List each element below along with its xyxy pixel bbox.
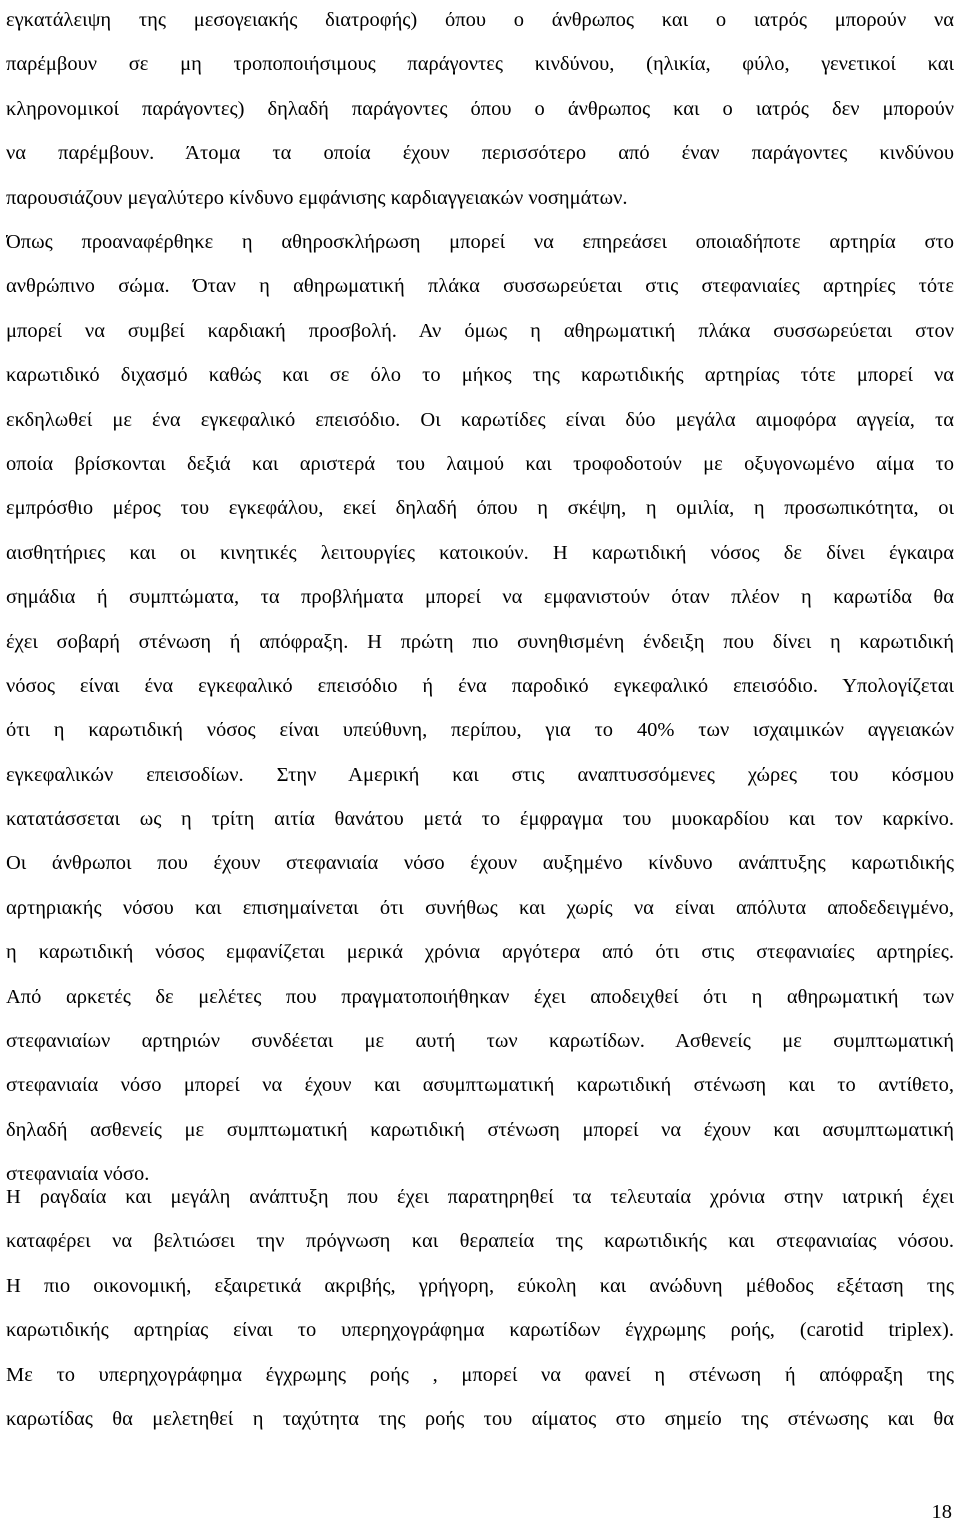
text-line: Η πιο οικονομική, εξαιρετικά ακριβής, γρήγορη, εύκολη και ανώδυνη μέθοδος εξέταση της	[6, 1274, 954, 1297]
text-line: νόσος είναι ένα εγκεφαλικό επεισόδιο ή ένα παροδικό εγκεφαλικό επεισόδιο. Υπολογίζεται	[6, 674, 954, 697]
text-line: οποία βρίσκονται δεξιά και αριστερά του λαιμού και τροφοδοτούν με οξυγονωμένο αίμα το	[6, 452, 954, 475]
text-line: στεφανιαία νόσο μπορεί να έχουν και ασυμπτωματική καρωτιδική στένωση και το αντίθετο,	[6, 1074, 954, 1097]
text-line: Από αρκετές δε μελέτες που πραγματοποιήθηκαν έχει αποδειχθεί ότι η αθηρωματική των	[6, 985, 954, 1008]
text-line: εγκατάλειψη της μεσογειακής διατροφής) όπου ο άνθρωπος και ο ιατρός μπορούν να	[6, 9, 954, 31]
text-line: έχει σοβαρή στένωση ή απόφραξη. Η πρώτη πιο συνηθισμένη ένδειξη που δίνει η καρωτιδική	[6, 630, 954, 653]
text-line: αρτηριακής νόσου και επισημαίνεται ότι συνήθως και χωρίς να είναι απόλυτα αποδεδειγμένο,	[6, 896, 954, 919]
text-line: καρωτιδικής αρτηρίας είναι το υπερηχογράφημα καρωτίδων έγχρωμης ροής, (carotid triplex).	[6, 1319, 954, 1342]
text-line: η καρωτιδική νόσος εμφανίζεται μερικά χρόνια αργότερα από ότι στις στεφανιαίες αρτηρίες.	[6, 941, 954, 964]
text-line: καρωτίδας θα μελετηθεί η ταχύτητα της ροής του αίματος στο σημείο της στένωσης και θα	[6, 1407, 954, 1430]
page-number: 18	[931, 1501, 952, 1523]
text-line: παρέμβουν σε μη τροποποιήσιμους παράγοντες κινδύνου, (ηλικία, φύλο, γενετικοί και	[6, 53, 954, 76]
text-line: καταφέρει να βελτιώσει την πρόγνωση και θεραπεία της καρωτιδικής και στεφανιαίας νόσου.	[6, 1230, 954, 1253]
text-line: στεφανιαίων αρτηριών συνδέεται με αυτή των καρωτίδων. Ασθενείς με συμπτωματική	[6, 1030, 954, 1053]
text-line: παρουσιάζουν μεγαλύτερο κίνδυνο εμφάνισης καρδιαγγειακών νοσημάτων.	[6, 186, 628, 209]
text-line: εκδηλωθεί με ένα εγκεφαλικό επεισόδιο. Οι καρωτίδες είναι δύο μεγάλα αιμοφόρα αγγεία, τα	[6, 408, 954, 431]
text-line: να παρέμβουν. Άτομα τα οποία έχουν περισσότερο από έναν παράγοντες κινδύνου	[6, 142, 954, 165]
text-line: κατατάσσεται ως η τρίτη αιτία θανάτου μετά το έμφραγμα του μυοκαρδίου και τον καρκίνο.	[6, 808, 954, 831]
text-line: κληρονομικοί παράγοντες) δηλαδή παράγοντες όπου ο άνθρωπος και ο ιατρός δεν μπορούν	[6, 97, 954, 120]
text-line: ανθρώπινο σώμα. Όταν η αθηρωματική πλάκα συσσωρεύεται στις στεφανιαίες αρτηρίες τότε	[6, 275, 954, 298]
text-line: Όπως προαναφέρθηκε η αθηροσκλήρωση μπορεί να επηρεάσει οποιαδήποτε αρτηρία στο	[6, 231, 954, 253]
paragraph	[6, 1175, 954, 1441]
text-line: μπορεί να συμβεί καρδιακή προσβολή. Αν όμως η αθηρωματική πλάκα συσσωρεύεται στον	[6, 319, 954, 342]
text-line: εμπρόσθιο μέρος του εγκεφάλου, εκεί δηλαδή όπου η σκέψη, η ομιλία, η προσωπικότητα, οι	[6, 497, 954, 520]
text-line: ότι η καρωτιδική νόσος είναι υπεύθυνη, περίπου, για το 40% των ισχαιμικών αγγειακών	[6, 719, 954, 742]
text-line: Με το υπερηχογράφημα έγχρωμης ροής , μπορεί να φανεί η στένωση ή απόφραξη της	[6, 1363, 954, 1386]
text-line: σημάδια ή συμπτώματα, τα προβλήματα μπορεί να εμφανιστούν όταν πλέον η καρωτίδα θα	[6, 586, 954, 609]
text-line: καρωτιδικό διχασμό καθώς και σε όλο το μήκος της καρωτιδικής αρτηρίας τότε μπορεί να	[6, 364, 954, 387]
text-line: δηλαδή ασθενείς με συμπτωματική καρωτιδική στένωση μπορεί να έχουν και ασυμπτωματική	[6, 1118, 954, 1141]
text-line: Η ραγδαία και μεγάλη ανάπτυξη που έχει παρατηρηθεί τα τελευταία χρόνια στην ιατρική έχει	[6, 1186, 954, 1208]
paragraph	[6, 0, 954, 220]
text-line: αισθητήριες και οι κινητικές λειτουργίες κατοικούν. Η καρωτιδική νόσος δε δίνει έγκαιρα	[6, 541, 954, 564]
text-line: εγκεφαλικών επεισοδίων. Στην Αμερική και στις αναπτυσσόμενες χώρες του κόσμου	[6, 763, 954, 786]
text-line: στεφανιαία νόσο.	[6, 1163, 150, 1186]
paragraph	[6, 220, 954, 1197]
text-line: Οι άνθρωποι που έχουν στεφανιαία νόσο έχουν αυξημένο κίνδυνο ανάπτυξης καρωτιδικής	[6, 852, 954, 875]
